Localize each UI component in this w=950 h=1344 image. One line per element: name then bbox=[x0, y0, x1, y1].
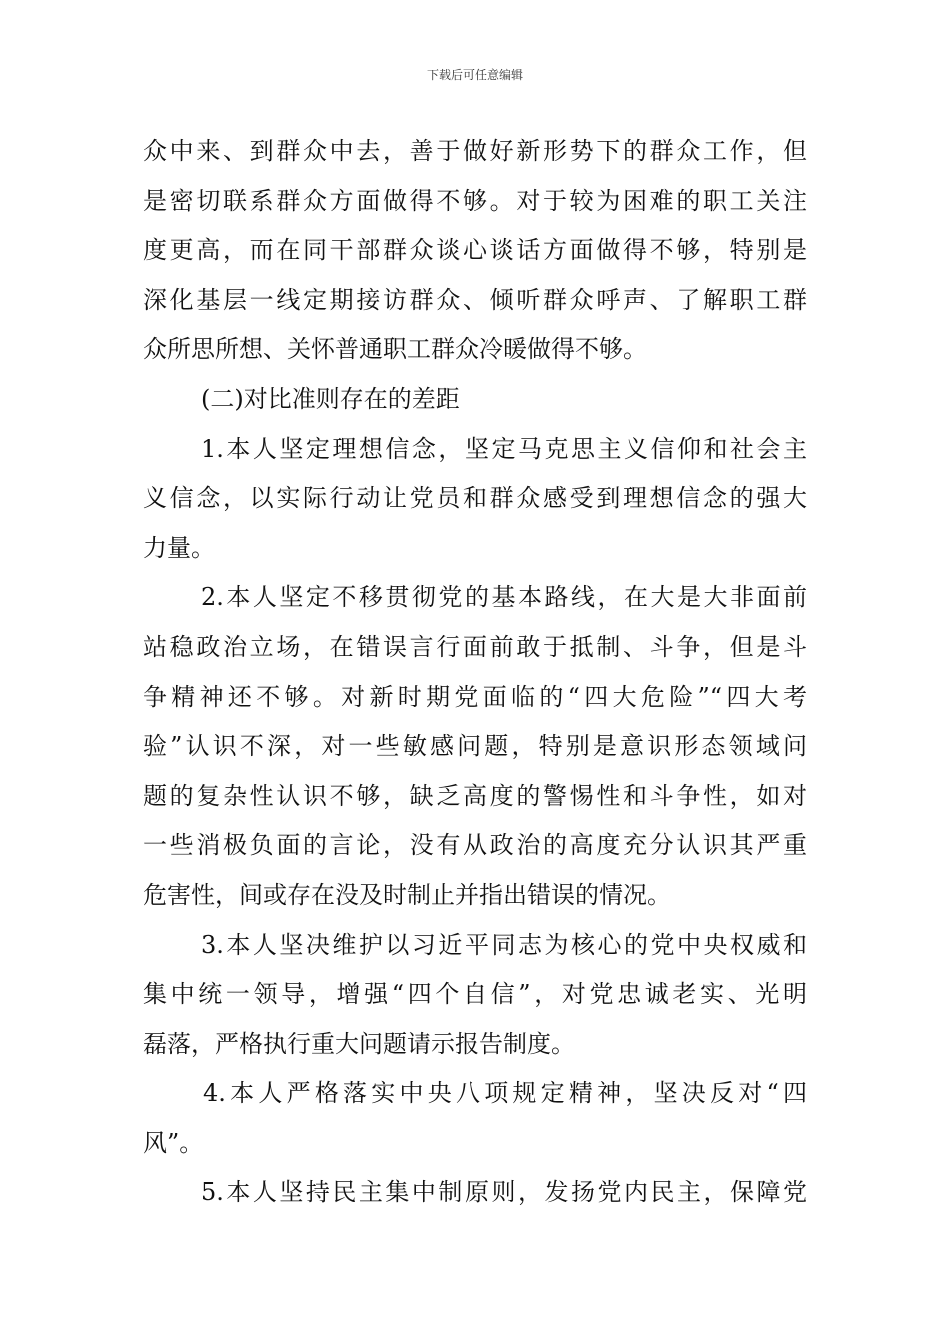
text-line: 1.本人坚定理想信念，坚定马克思主义信仰和社会主 bbox=[201, 434, 807, 463]
text-line: 义信念，以实际行动让党员和群众感受到理想信念的强大 bbox=[143, 484, 807, 513]
page-header: 下载后可任意编辑 bbox=[426, 68, 523, 82]
text-line: 深化基层一线定期接访群众、倾听群众呼声、了解职工群 bbox=[143, 285, 807, 314]
text-line: 题的复杂性认识不够，缺乏高度的警惕性和斗争性，如对 bbox=[143, 781, 807, 810]
text-line: 3.本人坚决维护以习近平同志为核心的党中央权威和 bbox=[201, 930, 807, 959]
text-line: 危害性，间或存在没及时制止并指出错误的情况。 bbox=[143, 880, 671, 909]
text-line: 集中统一领导，增强“四个自信”，对党忠诚老实、光明 bbox=[143, 980, 807, 1009]
text-line: 力量。 bbox=[143, 533, 215, 562]
text-line: 验”认识不深，对一些敏感问题，特别是意识形态领域问 bbox=[143, 732, 807, 761]
text-line: 是密切联系群众方面做得不够。对于较为困难的职工关注 bbox=[143, 186, 807, 215]
text-line: 站稳政治立场，在错误言行面前敢于抵制、斗争，但是斗 bbox=[143, 632, 807, 661]
text-line: 5.本人坚持民主集中制原则，发扬党内民主，保障党 bbox=[201, 1178, 807, 1207]
document-body bbox=[143, 127, 807, 1218]
text-line: 众所思所想、关怀普通职工群众冷暖做得不够。 bbox=[143, 335, 647, 364]
text-line: 2.本人坚定不移贯彻党的基本路线，在大是大非面前 bbox=[201, 583, 807, 612]
text-line: 一些消极负面的言论，没有从政治的高度充分认识其严重 bbox=[143, 831, 807, 860]
text-line: 度更高，而在同干部群众谈心谈话方面做得不够，特别是 bbox=[143, 236, 807, 265]
text-line: 风”。 bbox=[143, 1128, 204, 1157]
text-line: 争精神还不够。对新时期党面临的“四大危险”“四大考 bbox=[143, 682, 807, 711]
section-heading: (二)对比准则存在的差距 bbox=[201, 384, 460, 413]
text-line: 磊落，严格执行重大问题请示报告制度。 bbox=[143, 1029, 575, 1058]
text-line: 4.本人严格落实中央八项规定精神，坚决反对“四 bbox=[203, 1079, 807, 1108]
text-line: 众中来、到群众中去，善于做好新形势下的群众工作，但 bbox=[143, 137, 807, 165]
